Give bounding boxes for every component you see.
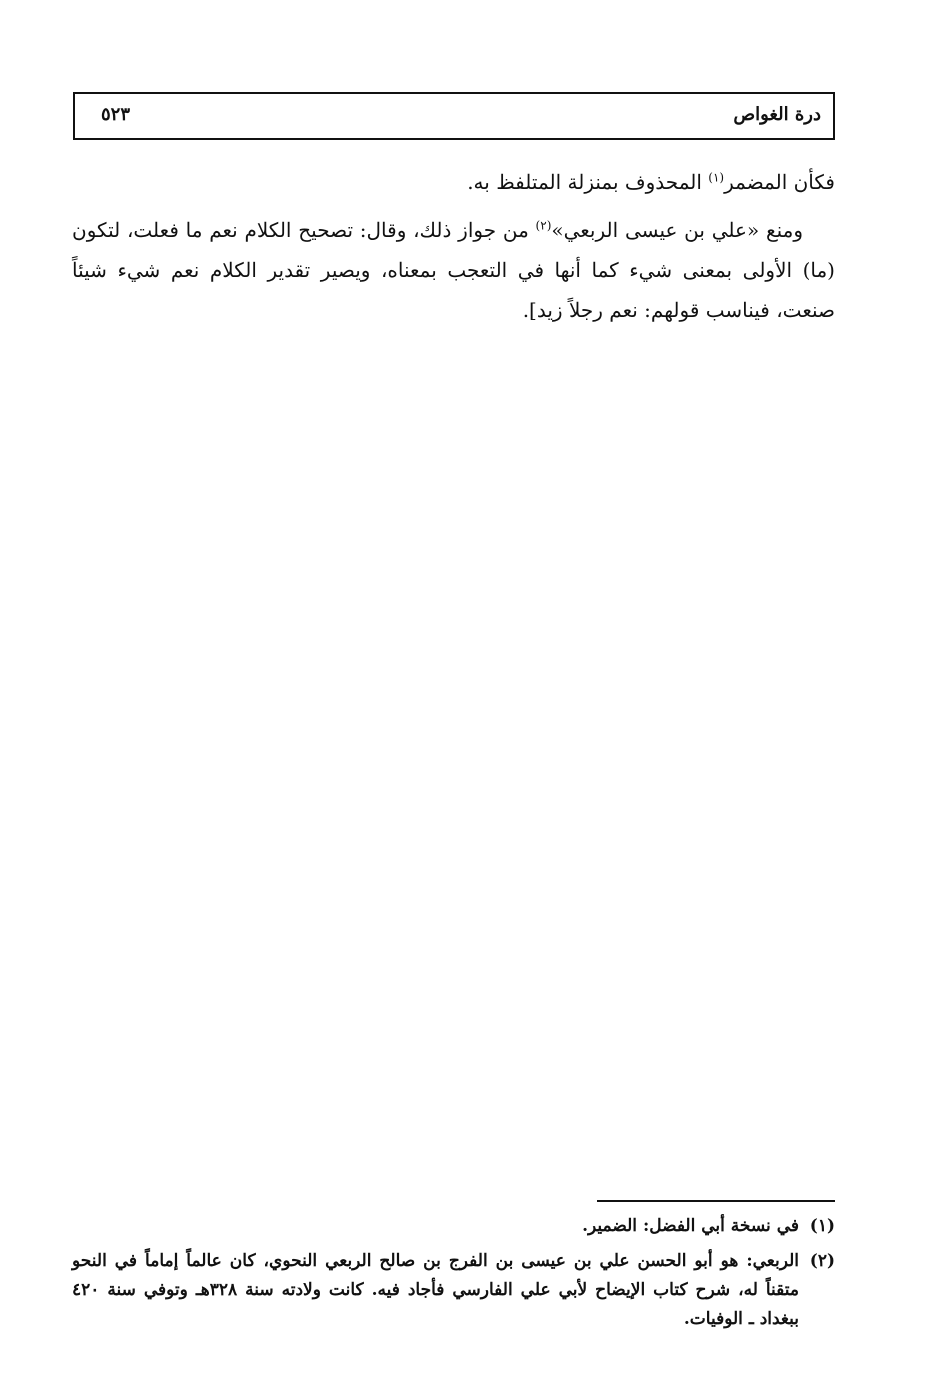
- footnotes: [72, 1212, 835, 1340]
- header-title: درة الغواص: [733, 104, 821, 125]
- footnote-number: (١): [809, 1216, 835, 1236]
- footnote-ref-1: (١): [708, 170, 725, 185]
- footnote-separator: [597, 1200, 835, 1202]
- footnote-number: (٢): [809, 1251, 835, 1271]
- running-header: [73, 92, 835, 140]
- footnote-text: الربعي: هو أبو الحسن علي بن عيسى بن الفرج بن صالح الربعي النحوي، كان عالماً إماماً في النحو متقناً له، شرح كتاب الإيضاح لأبي علي الفارسي فأجاد فيه. كانت ولادته سنة ٣٢٨هـ وتوفي سنة ٤٢٠ ببغداد ـ الوفيات.: [72, 1251, 799, 1329]
- paragraph-1-text-start: فكأن المضمر: [724, 170, 835, 194]
- main-text: [72, 162, 835, 338]
- footnote-2: [72, 1247, 835, 1334]
- footnote-text: في نسخة أبي الفضل: الضمير.: [582, 1216, 799, 1236]
- footnote-ref-2: (٢): [535, 218, 552, 233]
- page-number: ٥٢٣: [101, 104, 131, 125]
- paragraph-2-text-end: من جواز ذلك، وقال: تصحيح الكلام نعم ما فعلت، لتكون (ما) الأولى بمعنى شيء كما أنها في التعجب بمعناه، ويصير تقدير الكلام نعم شيء شيئاً صنعت، فيناسب قولهم: نعم رجلاً زيد].: [72, 218, 835, 322]
- footnote-1: [72, 1212, 835, 1241]
- paragraph-1: [72, 162, 835, 202]
- paragraph-1-text-end: المحذوف بمنزلة المتلفظ به.: [467, 170, 709, 194]
- paragraph-2-text-start: ومنع «علي بن عيسى الربعي»: [551, 218, 803, 242]
- paragraph-2: [72, 210, 835, 330]
